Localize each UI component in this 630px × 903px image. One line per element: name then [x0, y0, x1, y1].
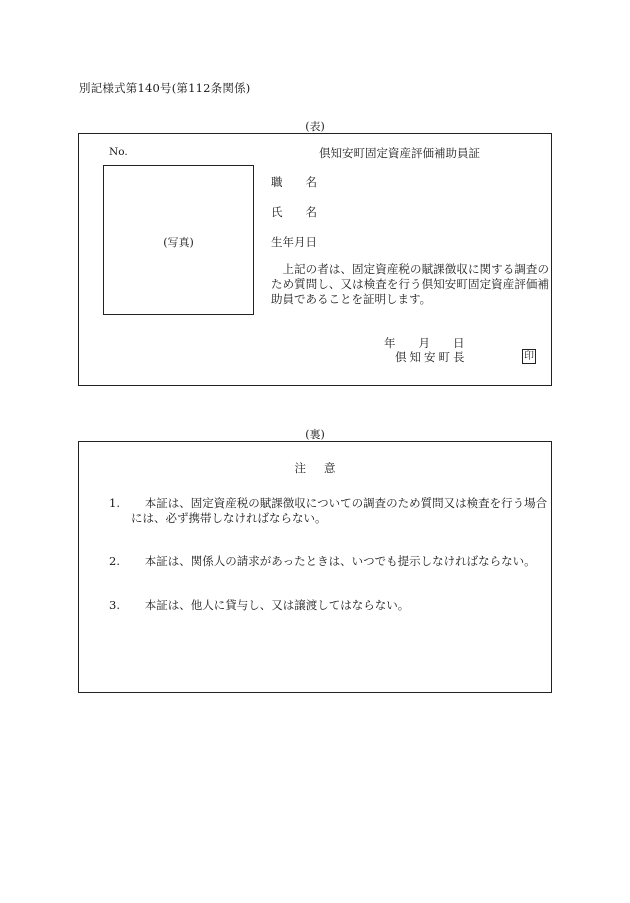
note-text: 本証は、関係人の請求があったときは、いつでも提示しなければならない。 [144, 554, 536, 568]
back-card [78, 441, 552, 693]
field-birthdate [271, 234, 317, 250]
photo-label: (写真) [163, 236, 194, 249]
note-item [109, 554, 549, 569]
photo-box [103, 165, 254, 315]
issuer-mayor: 倶知安町長 [395, 350, 468, 364]
field-birthdate-label: 生年月日 [271, 235, 317, 249]
field-name-label: 氏 名 [271, 205, 317, 219]
certification-statement: 上記の者は、固定資産税の賦課徴収に関する調査のため質問し、又は検査を行う倶知安町固定資産評価補助員であることを証明します。 [271, 262, 549, 306]
front-side-label: (表) [305, 120, 325, 133]
date-line: 年 月 日 [384, 336, 465, 350]
card-title: 倶知安町固定資産評価補助員証 [319, 146, 480, 160]
note-item [109, 496, 549, 526]
field-position [271, 174, 317, 190]
seal-mark: 印 [524, 351, 534, 362]
note-number: 2. [109, 554, 120, 568]
note-number: 1. [109, 496, 120, 510]
front-card [78, 133, 552, 386]
field-name [271, 204, 317, 220]
form-header: 別記様式第140号(第112条関係) [79, 81, 251, 95]
number-label: No. [109, 146, 128, 158]
note-text: 本証は、固定資産税の賦課徴収についての調査のため質問又は検査を行う場合には、必ず携帯しなければならない。 [131, 496, 548, 525]
field-position-label: 職 名 [271, 175, 317, 189]
notes-title: 注意 [294, 461, 354, 475]
back-side-label: (裏) [305, 428, 325, 441]
note-text: 本証は、他人に貸与し、又は譲渡してはならない。 [144, 598, 410, 612]
note-item [109, 598, 549, 613]
note-number: 3. [109, 598, 120, 612]
